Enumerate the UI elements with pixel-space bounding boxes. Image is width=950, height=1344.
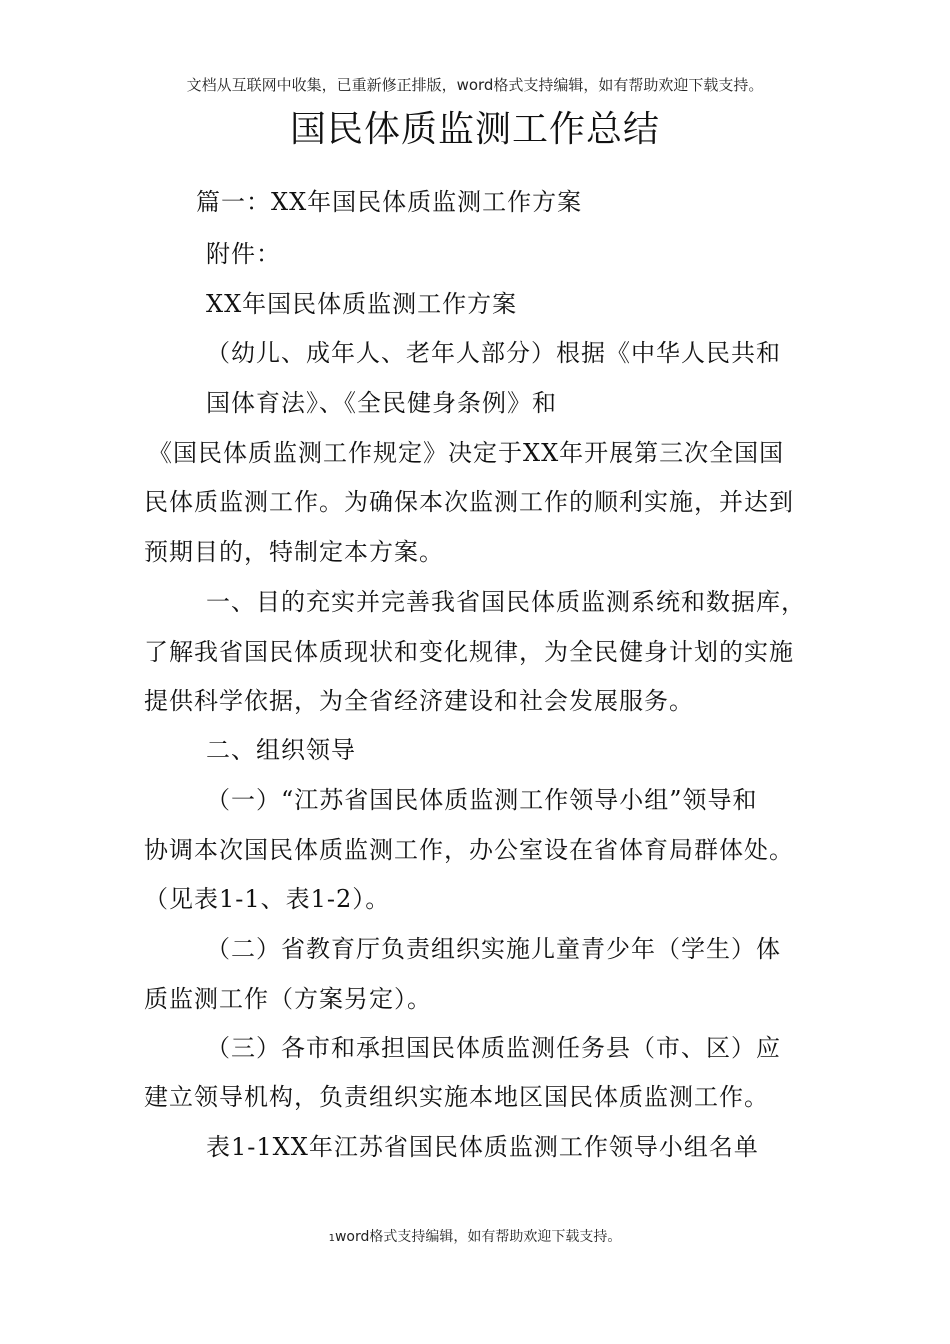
header-note: 文档从互联网中收集，已重新修正排版，word格式支持编辑，如有帮助欢迎下载支持。 — [186, 76, 764, 94]
body-line: （一）“江苏省国民体质监测工作领导小组”领导和 — [206, 786, 758, 814]
body-line: （三）各市和承担国民体质监测任务县（市、区）应 — [206, 1034, 781, 1062]
body-line: 提供科学依据，为全省经济建设和社会发展服务。 — [144, 687, 694, 715]
body-line: 篇一：XX年国民体质监测工作方案 — [196, 188, 583, 216]
body-line: XX年国民体质监测工作方案 — [206, 290, 518, 318]
body-line: 建立领导机构，负责组织实施本地区国民体质监测工作。 — [144, 1083, 769, 1111]
body-line: 国体育法》、《全民健身条例》和 — [206, 389, 557, 417]
body-line: 表1-1XX年江苏省国民体质监测工作领导小组名单 — [206, 1133, 759, 1161]
body-line: 质监测工作（方案另定）。 — [144, 985, 432, 1013]
page-footer — [0, 1230, 950, 1244]
body-line: （见表1-1、表1-2）。 — [144, 885, 391, 913]
body-line: 附件： — [206, 240, 281, 268]
body-line: 一、目的充实并完善我省国民体质监测系统和数据库， — [206, 588, 806, 616]
page-title: 国民体质监测工作总结 — [289, 109, 660, 150]
footer-note: word格式支持编辑，如有帮助欢迎下载支持。 — [334, 1229, 622, 1245]
body-line: 协调本次国民体质监测工作，办公室设在省体育局群体处。 — [144, 836, 794, 864]
body-line: 《国民体质监测工作规定》决定于XX年开展第三次全国国 — [148, 439, 785, 467]
body-line: 了解我省国民体质现状和变化规律，为全民健身计划的实施 — [144, 638, 794, 666]
body-line: （二）省教育厅负责组织实施儿童青少年（学生）体 — [206, 935, 781, 963]
body-line: （幼儿、成年人、老年人部分）根据《中华人民共和 — [206, 339, 781, 367]
body-line: 预期目的，特制定本方案。 — [144, 538, 444, 566]
body-line: 民体质监测工作。为确保本次监测工作的顺利实施，并达到 — [144, 488, 794, 516]
page-number: 1 — [328, 1233, 335, 1244]
body-line: 二、组织领导 — [206, 736, 356, 764]
